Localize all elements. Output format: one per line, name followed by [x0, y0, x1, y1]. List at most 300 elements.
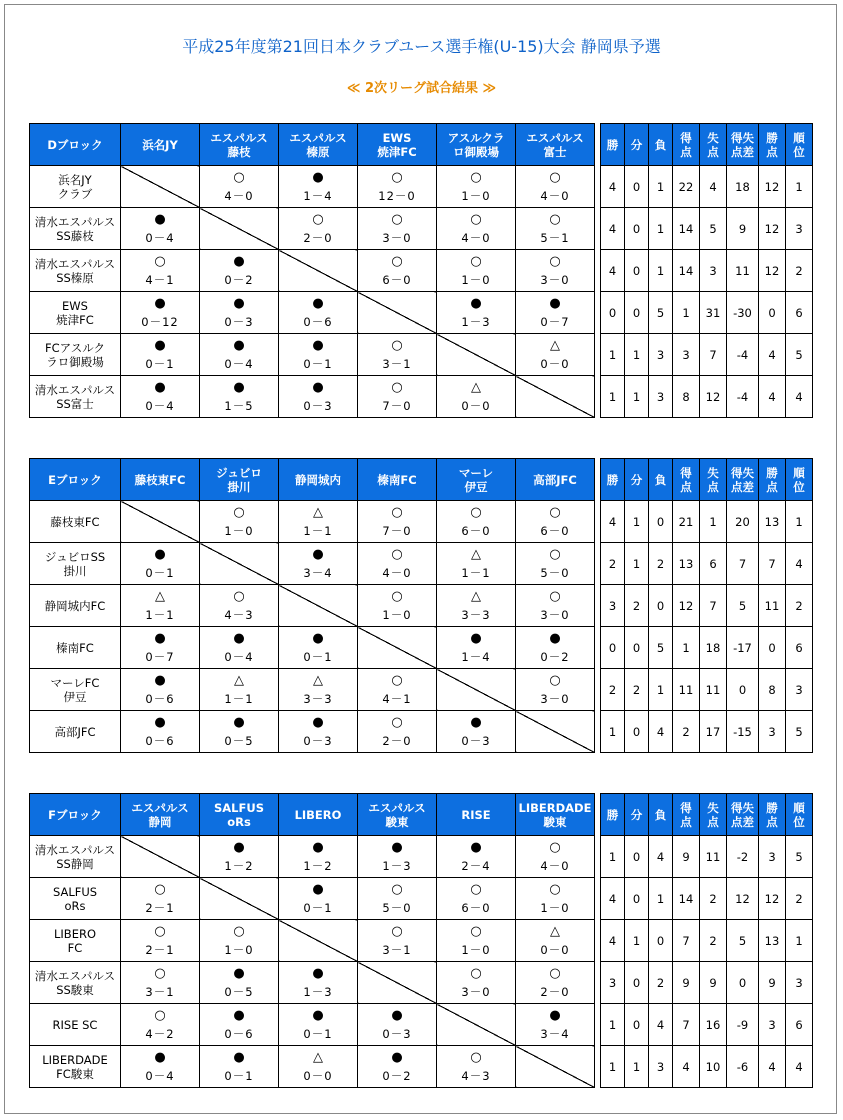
column-header: SALFUS oRs [200, 794, 279, 836]
stat-header: 勝 [601, 124, 625, 166]
table-row [30, 920, 813, 962]
stat-value: 4 [649, 711, 673, 753]
win-mark-icon: ○ [391, 588, 403, 604]
result-cell [279, 292, 358, 334]
stat-value: 4 [759, 376, 786, 418]
score: 0－3 [382, 1026, 412, 1041]
score: 0－1 [303, 900, 333, 915]
stat-header: 分 [625, 794, 649, 836]
table-row [30, 208, 813, 250]
result-cell [279, 711, 358, 753]
self-match-cell [437, 334, 516, 376]
result-cell [437, 1046, 516, 1088]
win-mark-icon: ○ [549, 965, 561, 981]
score: 0－0 [540, 356, 570, 371]
stat-value: 0 [625, 1004, 649, 1046]
score: 0－1 [303, 649, 333, 664]
stat-value: 2 [625, 585, 649, 627]
column-header: エスパルス 富士 [516, 124, 595, 166]
stat-header: 失 点 [700, 124, 727, 166]
stat-value: 11 [700, 669, 727, 711]
score: 6－0 [382, 272, 412, 287]
page-subtitle: ≪ 2次リーグ試合結果 ≫ [346, 81, 497, 96]
loss-mark-icon: ● [233, 337, 245, 353]
stat-value: 12 [759, 208, 786, 250]
stat-header: 分 [625, 124, 649, 166]
team-name: 榛南FC [30, 627, 121, 669]
stat-value: 0 [649, 585, 673, 627]
stat-value: 1 [625, 543, 649, 585]
score: 2－0 [540, 984, 570, 999]
win-mark-icon: ○ [549, 839, 561, 855]
score: 7－0 [382, 398, 412, 413]
draw-mark-icon: △ [471, 588, 481, 604]
draw-mark-icon: △ [155, 588, 165, 604]
win-mark-icon: ○ [470, 1049, 482, 1065]
stat-value: 0 [759, 627, 786, 669]
stat-value: 1 [700, 501, 727, 543]
stat-value: 6 [786, 1004, 813, 1046]
stat-value: 1 [673, 627, 700, 669]
stat-value: 4 [601, 208, 625, 250]
table-row [30, 166, 813, 208]
team-name: 清水エスパルス SS榛原 [30, 250, 121, 292]
loss-mark-icon: ● [549, 295, 561, 311]
stat-value: 7 [673, 1004, 700, 1046]
team-name: 清水エスパルス SS富士 [30, 376, 121, 418]
result-cell [516, 292, 595, 334]
loss-mark-icon: ● [233, 1049, 245, 1065]
win-mark-icon: ○ [391, 211, 403, 227]
table-row [30, 334, 813, 376]
loss-mark-icon: ● [233, 379, 245, 395]
stat-value: 4 [673, 1046, 700, 1088]
score: 5－0 [382, 900, 412, 915]
score: 2－0 [303, 230, 333, 245]
stat-header: 得失 点差 [727, 459, 759, 501]
loss-mark-icon: ● [154, 337, 166, 353]
score: 0－7 [145, 649, 175, 664]
stat-value: 2 [601, 543, 625, 585]
stat-value: 5 [649, 292, 673, 334]
stat-value: 6 [700, 543, 727, 585]
draw-mark-icon: △ [471, 546, 481, 562]
loss-mark-icon: ● [154, 379, 166, 395]
stat-value: 4 [601, 878, 625, 920]
score: 4－3 [224, 607, 254, 622]
score: 3－0 [540, 691, 570, 706]
stat-value: 2 [786, 878, 813, 920]
score: 5－1 [540, 230, 570, 245]
result-cell [200, 501, 279, 543]
stat-header: 失 点 [700, 459, 727, 501]
result-cell [200, 1004, 279, 1046]
stat-value: 18 [727, 166, 759, 208]
stat-value: 9 [727, 208, 759, 250]
result-cell [437, 962, 516, 1004]
column-header: EWS 焼津FC [358, 124, 437, 166]
score: 1－1 [224, 691, 254, 706]
win-mark-icon: ○ [312, 211, 324, 227]
stat-value: 12 [727, 878, 759, 920]
stat-value: 8 [673, 376, 700, 418]
result-cell [437, 920, 516, 962]
result-cell [437, 208, 516, 250]
result-cell [516, 878, 595, 920]
stat-value: 4 [786, 1046, 813, 1088]
stat-value: 1 [673, 292, 700, 334]
table-row [30, 250, 813, 292]
block-name: Eブロック [30, 459, 121, 501]
win-mark-icon: ○ [391, 379, 403, 395]
team-name: 高部JFC [30, 711, 121, 753]
stat-value: 21 [673, 501, 700, 543]
score: 0－12 [141, 314, 179, 329]
stat-value: 12 [759, 878, 786, 920]
draw-mark-icon: △ [313, 504, 323, 520]
win-mark-icon: ○ [233, 504, 245, 520]
stat-value: 18 [700, 627, 727, 669]
win-mark-icon: ○ [470, 965, 482, 981]
stat-value: 6 [786, 292, 813, 334]
win-mark-icon: ○ [549, 588, 561, 604]
table-row [30, 711, 813, 753]
loss-mark-icon: ● [312, 379, 324, 395]
stat-value: 1 [625, 501, 649, 543]
score: 0－6 [224, 1026, 254, 1041]
team-name: 浜名JY クラブ [30, 166, 121, 208]
stat-value: 3 [786, 669, 813, 711]
table-row [30, 836, 813, 878]
stat-value: 13 [673, 543, 700, 585]
result-cell [121, 711, 200, 753]
table-row [30, 376, 813, 418]
win-mark-icon: ○ [391, 881, 403, 897]
stat-value: -6 [727, 1046, 759, 1088]
win-mark-icon: ○ [470, 881, 482, 897]
loss-mark-icon: ● [233, 630, 245, 646]
stat-value: 3 [673, 334, 700, 376]
stat-value: 0 [601, 292, 625, 334]
result-cell [279, 836, 358, 878]
loss-mark-icon: ● [154, 714, 166, 730]
score: 0－3 [303, 733, 333, 748]
stat-value: 3 [601, 962, 625, 1004]
score: 2－1 [145, 942, 175, 957]
stat-value: 14 [673, 250, 700, 292]
result-cell [121, 920, 200, 962]
loss-mark-icon: ● [154, 546, 166, 562]
loss-mark-icon: ● [154, 630, 166, 646]
score: 1－0 [382, 607, 412, 622]
score: 0－4 [145, 230, 175, 245]
stat-value: 1 [601, 334, 625, 376]
table-row [30, 543, 813, 585]
stat-value: 0 [625, 878, 649, 920]
score: 4－0 [540, 188, 570, 203]
stat-header: 順 位 [786, 459, 813, 501]
score: 4－1 [145, 272, 175, 287]
column-header: エスパルス 静岡 [121, 794, 200, 836]
stat-value: 13 [759, 501, 786, 543]
result-cell [200, 669, 279, 711]
result-cell [200, 250, 279, 292]
team-name: FCアスルク ラロ御殿場 [30, 334, 121, 376]
stat-value: 1 [786, 920, 813, 962]
stat-value: 3 [786, 208, 813, 250]
result-cell [516, 208, 595, 250]
win-mark-icon: ○ [391, 714, 403, 730]
stat-value: 2 [700, 920, 727, 962]
stat-value: 5 [727, 585, 759, 627]
stat-value: 2 [601, 669, 625, 711]
stat-value: 12 [700, 376, 727, 418]
result-cell [200, 585, 279, 627]
stat-header: 勝 [601, 459, 625, 501]
score: 3－1 [382, 356, 412, 371]
stat-value: 7 [700, 585, 727, 627]
win-mark-icon: ○ [233, 588, 245, 604]
loss-mark-icon: ● [233, 714, 245, 730]
score: 0－3 [461, 733, 491, 748]
result-cell [437, 836, 516, 878]
stat-header: 得失 点差 [727, 124, 759, 166]
loss-mark-icon: ● [154, 1049, 166, 1065]
draw-mark-icon: △ [550, 923, 560, 939]
score: 1－0 [224, 523, 254, 538]
result-cell [358, 585, 437, 627]
result-cell [121, 376, 200, 418]
loss-mark-icon: ● [233, 295, 245, 311]
score: 0－4 [145, 1068, 175, 1083]
win-mark-icon: ○ [549, 546, 561, 562]
stat-value: 4 [601, 250, 625, 292]
loss-mark-icon: ● [470, 839, 482, 855]
stat-value: 0 [625, 208, 649, 250]
loss-mark-icon: ● [312, 630, 324, 646]
self-match-cell [279, 250, 358, 292]
score: 1－0 [461, 188, 491, 203]
result-cell [516, 250, 595, 292]
result-cell [121, 208, 200, 250]
column-header: アスルクラ ロ御殿場 [437, 124, 516, 166]
loss-mark-icon: ● [312, 965, 324, 981]
score: 0－0 [540, 942, 570, 957]
self-match-cell [279, 920, 358, 962]
table-row [30, 962, 813, 1004]
win-mark-icon: ○ [470, 923, 482, 939]
score: 3－4 [540, 1026, 570, 1041]
stat-value: 0 [625, 250, 649, 292]
stat-value: 0 [625, 627, 649, 669]
stat-value: 3 [759, 711, 786, 753]
win-mark-icon: ○ [154, 253, 166, 269]
stat-value: 0 [625, 962, 649, 1004]
result-cell [279, 627, 358, 669]
result-cell [121, 292, 200, 334]
score: 1－1 [303, 523, 333, 538]
result-cell [279, 376, 358, 418]
table-row [30, 292, 813, 334]
result-cell [121, 1046, 200, 1088]
stat-header: 勝 点 [759, 794, 786, 836]
stat-value: 1 [649, 250, 673, 292]
draw-mark-icon: △ [313, 1049, 323, 1065]
stat-value: 0 [759, 292, 786, 334]
score: 1－3 [461, 314, 491, 329]
stat-header: 勝 点 [759, 124, 786, 166]
stat-value: 10 [700, 1046, 727, 1088]
stat-value: 0 [625, 711, 649, 753]
result-cell [516, 543, 595, 585]
result-cell [200, 920, 279, 962]
score: 1－4 [303, 188, 333, 203]
stat-value: 1 [601, 836, 625, 878]
stat-value: 17 [700, 711, 727, 753]
win-mark-icon: ○ [470, 211, 482, 227]
stat-value: 1 [601, 711, 625, 753]
team-name: EWS 焼津FC [30, 292, 121, 334]
result-cell [516, 627, 595, 669]
win-mark-icon: ○ [549, 211, 561, 227]
score: 0－2 [382, 1068, 412, 1083]
result-cell [358, 334, 437, 376]
result-cell [279, 878, 358, 920]
score: 3－0 [382, 230, 412, 245]
result-cell [516, 1004, 595, 1046]
win-mark-icon: ○ [549, 169, 561, 185]
score: 2－1 [145, 900, 175, 915]
score: 3－3 [461, 607, 491, 622]
stat-value: 2 [649, 962, 673, 1004]
result-cell [279, 1046, 358, 1088]
result-cell [516, 585, 595, 627]
stat-header: 勝 点 [759, 459, 786, 501]
win-mark-icon: ○ [391, 504, 403, 520]
score: 2－4 [461, 858, 491, 873]
team-name: 清水エスパルス SS駿東 [30, 962, 121, 1004]
result-cell [358, 836, 437, 878]
result-cell [121, 250, 200, 292]
block-name: Fブロック [30, 794, 121, 836]
loss-mark-icon: ● [312, 1007, 324, 1023]
column-header: エスパルス 藤枝 [200, 124, 279, 166]
result-cell [279, 543, 358, 585]
score: 4－0 [461, 230, 491, 245]
stat-value: 22 [673, 166, 700, 208]
win-mark-icon: ○ [154, 881, 166, 897]
stat-value: 11 [727, 250, 759, 292]
stat-value: 13 [759, 920, 786, 962]
stat-header: 順 位 [786, 794, 813, 836]
win-mark-icon: ○ [233, 923, 245, 939]
score: 6－0 [461, 900, 491, 915]
result-cell [358, 501, 437, 543]
stat-value: 9 [759, 962, 786, 1004]
win-mark-icon: ○ [549, 504, 561, 520]
stat-value: 4 [601, 501, 625, 543]
result-cell [279, 208, 358, 250]
result-cell [437, 250, 516, 292]
column-header: LIBERO [279, 794, 358, 836]
stat-value: 0 [727, 962, 759, 1004]
stat-header: 失 点 [700, 794, 727, 836]
score: 0－0 [303, 1068, 333, 1083]
result-cell [200, 376, 279, 418]
result-cell [358, 208, 437, 250]
stat-header: 勝 [601, 794, 625, 836]
column-header: 榛南FC [358, 459, 437, 501]
win-mark-icon: ○ [391, 169, 403, 185]
stat-header: 得 点 [673, 794, 700, 836]
result-cell [279, 334, 358, 376]
team-name: ジュビロSS 掛川 [30, 543, 121, 585]
table-row [30, 627, 813, 669]
score: 4－0 [382, 565, 412, 580]
result-cell [358, 920, 437, 962]
score: 0－5 [224, 733, 254, 748]
draw-mark-icon: △ [313, 672, 323, 688]
stat-value: 5 [727, 920, 759, 962]
score: 1－0 [461, 942, 491, 957]
column-header: LIBERDADE 駿東 [516, 794, 595, 836]
stat-header: 得 点 [673, 459, 700, 501]
stat-value: 12 [759, 250, 786, 292]
score: 1－3 [303, 984, 333, 999]
stat-value: 11 [759, 585, 786, 627]
table-row [30, 585, 813, 627]
loss-mark-icon: ● [233, 253, 245, 269]
result-cell [200, 836, 279, 878]
team-name: LIBERO FC [30, 920, 121, 962]
stat-value: 3 [649, 376, 673, 418]
score: 0－5 [224, 984, 254, 999]
loss-mark-icon: ● [233, 965, 245, 981]
win-mark-icon: ○ [470, 253, 482, 269]
stat-value: 1 [601, 1004, 625, 1046]
score: 3－0 [461, 984, 491, 999]
stat-value: -30 [727, 292, 759, 334]
stat-value: 11 [700, 836, 727, 878]
stat-header: 得失 点差 [727, 794, 759, 836]
stat-value: 1 [625, 920, 649, 962]
loss-mark-icon: ● [154, 295, 166, 311]
score: 6－0 [461, 523, 491, 538]
column-header: 静岡城内 [279, 459, 358, 501]
stat-value: 5 [700, 208, 727, 250]
self-match-cell [516, 1046, 595, 1088]
stat-header: 負 [649, 794, 673, 836]
self-match-cell [358, 627, 437, 669]
loss-mark-icon: ● [154, 672, 166, 688]
win-mark-icon: ○ [470, 169, 482, 185]
score: 12－0 [378, 188, 416, 203]
score: 0－1 [303, 356, 333, 371]
win-mark-icon: ○ [391, 546, 403, 562]
self-match-cell [516, 711, 595, 753]
self-match-cell [437, 1004, 516, 1046]
column-header: 浜名JY [121, 124, 200, 166]
result-cell [279, 962, 358, 1004]
result-cell [358, 711, 437, 753]
loss-mark-icon: ● [549, 1007, 561, 1023]
loss-mark-icon: ● [312, 295, 324, 311]
win-mark-icon: ○ [154, 965, 166, 981]
result-cell [200, 711, 279, 753]
result-cell [437, 627, 516, 669]
page-title: 平成25年度第21回日本クラブユース選手権(U-15)大会 静岡県予選 [182, 37, 661, 56]
stat-value: 4 [649, 1004, 673, 1046]
